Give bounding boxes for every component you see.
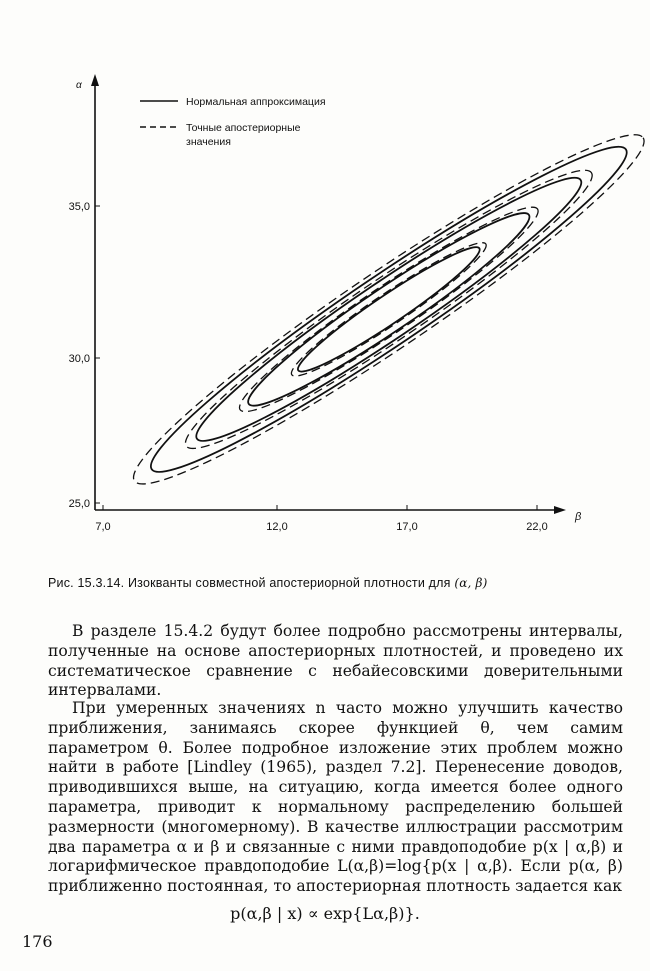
- caption-text: Рис. 15.3.14. Изокванты совместной апостериорной плотности для: [48, 576, 451, 590]
- y-tick-label: 30,0: [68, 353, 90, 365]
- normal-approx-contour-2: [181, 156, 597, 462]
- paragraph-2: При умеренных значениях n часто можно улучшить качество приближения, занимаясь скорее функцией θ, чем самим параметром θ. Более подробное изложение этих проблем можно найти в работе [Lindley (1965), раздел 7.2]. Перенесение доводов, приводившихся выше, на ситуацию, когда имеется более одного параметра, приводит к нормальному распределению большей размерности (многомерному). В качестве иллюстрации рассмотрим два параметра α и β и связанные с ними правдоподобие p(x | α,β) и логарифмическое правдоподобие L(α,β)=log{p(x | α,β). Если p(α, β) приближенно постоянная, то апостериорная плотность задается как: [48, 699, 623, 896]
- legend-solid-label: Нормальная аппроксимация: [186, 96, 326, 108]
- x-axis-arrow: [554, 506, 566, 514]
- y-tick-label: 25,0: [68, 498, 90, 510]
- exact-posterior-contour-4: [283, 231, 494, 388]
- exact-posterior-contour-1: [113, 105, 650, 513]
- x-tick-label: 7,0: [95, 521, 111, 533]
- figure-caption: [48, 576, 628, 590]
- y-tick-label: 35,0: [68, 201, 90, 213]
- contour-lines: [113, 105, 650, 513]
- x-axis-label: β: [575, 511, 582, 523]
- legend-dashed-label-line1: Точные апостериорные: [186, 122, 301, 134]
- x-tick-label: 17,0: [396, 521, 418, 533]
- legend-dashed-label-line2: значения: [186, 136, 231, 148]
- legend: [140, 96, 326, 148]
- posterior-formula: p(α,β | x) ∝ exp{Lα,β)}.: [230, 904, 420, 923]
- y-axis-arrow: [91, 74, 99, 86]
- exact-posterior-contour-3: [227, 190, 551, 429]
- normal-approx-contour-3: [236, 197, 541, 423]
- normal-approx-contour-1: [132, 120, 645, 498]
- paragraph-1: В разделе 15.4.2 будут более подробно рассмотрены интервалы, полученные на основе апостериорных плотностей, и проведено их систематическое сравнение с небайесовскими доверительными интервалами.: [48, 622, 623, 700]
- x-tick-label: 22,0: [526, 521, 548, 533]
- page-number: 176: [22, 932, 53, 951]
- exact-posterior-contour-2: [169, 147, 609, 472]
- x-tick-label: 12,0: [266, 521, 288, 533]
- y-axis-label: α: [76, 80, 82, 91]
- caption-math: (α, β): [454, 576, 488, 590]
